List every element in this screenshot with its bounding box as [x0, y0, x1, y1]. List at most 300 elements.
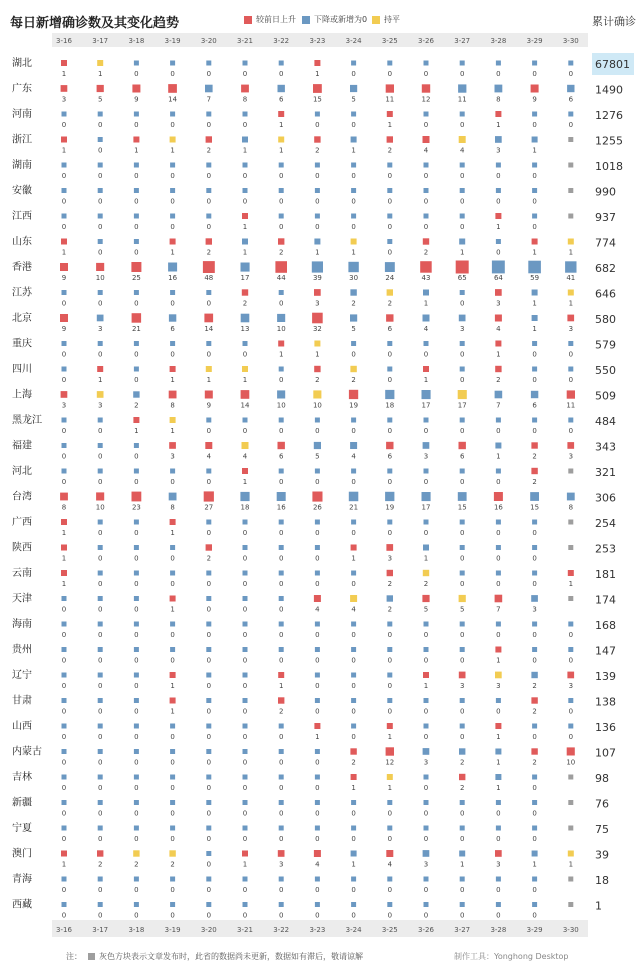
- cell-value-label: 0: [134, 733, 139, 741]
- cell-value-label: 0: [61, 121, 67, 129]
- cell-value-label: 19: [385, 503, 395, 512]
- heat-cell: [424, 61, 429, 66]
- heat-cell: [496, 239, 501, 244]
- cell-value-label: 1: [242, 223, 248, 231]
- heat-cell: [98, 239, 103, 244]
- heat-cell: [496, 800, 501, 805]
- heat-cell: [531, 85, 539, 93]
- cell-value-label: 21: [131, 325, 141, 333]
- cell-value-label: 1: [351, 860, 356, 869]
- heat-cell: [387, 341, 392, 346]
- heat-cell: [567, 315, 574, 322]
- total-value: 107: [595, 746, 616, 760]
- heat-cell: [206, 775, 211, 780]
- heat-cell: [61, 391, 68, 398]
- heat-cell: [531, 391, 538, 398]
- cell-value-label: 0: [242, 886, 248, 894]
- heat-cell: [134, 596, 139, 601]
- heat-cell: [387, 673, 392, 678]
- heat-cell: [387, 902, 392, 907]
- heat-cell: [351, 188, 356, 193]
- heat-cell: [568, 826, 573, 831]
- heat-cell: [277, 492, 286, 501]
- heat-cell: [132, 492, 142, 502]
- heat-cell: [351, 826, 356, 831]
- cell-value-label: 1: [278, 121, 284, 129]
- cell-value-label: 0: [206, 886, 212, 894]
- heat-cell: [568, 851, 574, 857]
- heat-cell: [315, 902, 320, 907]
- heat-cell: [206, 238, 212, 244]
- cell-value-label: 0: [134, 682, 139, 690]
- cell-value-label: 0: [532, 350, 537, 359]
- heat-cell: [134, 902, 139, 907]
- heat-cell: [387, 367, 392, 372]
- heat-cell: [531, 468, 537, 474]
- heat-cell: [460, 647, 465, 652]
- heat-cell: [134, 545, 139, 550]
- cell-value-label: 19: [349, 401, 359, 410]
- cell-value-label: 0: [242, 605, 248, 614]
- cell-value-label: 1: [97, 376, 103, 384]
- heat-cell: [279, 877, 284, 882]
- cell-value-label: 2: [351, 299, 356, 308]
- heat-cell: [424, 341, 429, 346]
- cell-value-label: 0: [134, 529, 139, 537]
- heat-cell: [170, 749, 175, 754]
- cell-value-label: 3: [568, 682, 574, 690]
- heat-cell: [206, 366, 212, 372]
- heat-cell: [243, 545, 248, 550]
- cell-value-label: 0: [351, 172, 356, 180]
- total-value: 139: [595, 670, 616, 683]
- heat-cell: [459, 442, 466, 449]
- cell-value-label: 0: [134, 886, 139, 894]
- cell-value-label: 0: [351, 835, 356, 843]
- cell-value-label: 0: [387, 809, 393, 818]
- heat-cell: [242, 468, 248, 474]
- heat-cell: [134, 163, 139, 168]
- cell-value-label: 0: [387, 70, 393, 78]
- cell-value-label: 1: [170, 248, 175, 257]
- heat-cell: [349, 390, 358, 399]
- heat-cell: [351, 214, 356, 219]
- heat-cell: [567, 442, 574, 449]
- heat-cell: [134, 290, 139, 295]
- cell-value-label: 0: [315, 835, 320, 843]
- cell-value-label: 1: [170, 376, 175, 384]
- cell-value-label: 0: [459, 427, 465, 435]
- cell-value-label: 0: [134, 835, 139, 843]
- heat-cell: [170, 112, 175, 117]
- cell-value-label: 4: [459, 146, 465, 155]
- heat-cell: [206, 851, 211, 856]
- heat-cell: [62, 647, 67, 652]
- total-value: 18: [595, 874, 609, 887]
- cell-value-label: 0: [97, 452, 103, 461]
- heat-cell: [459, 672, 466, 679]
- heat-cell: [423, 748, 430, 755]
- cell-value-label: 2: [170, 860, 175, 869]
- date-tick-bottom: 3-25: [381, 926, 398, 934]
- cell-value-label: 0: [206, 758, 212, 767]
- cell-value-label: 0: [351, 733, 356, 741]
- cell-value-label: 0: [278, 376, 284, 384]
- heat-cell: [243, 341, 248, 346]
- heat-cell: [532, 877, 537, 882]
- cell-value-label: 2: [278, 248, 284, 257]
- heat-cell: [496, 469, 501, 474]
- cell-value-label: 0: [242, 682, 248, 690]
- cell-value-label: 0: [97, 656, 103, 665]
- total-value: 168: [595, 619, 616, 632]
- heat-cell: [315, 571, 320, 576]
- cell-value-label: 1: [496, 784, 501, 792]
- heat-cell: [495, 723, 501, 729]
- heat-cell: [206, 520, 211, 525]
- cell-value-label: 0: [206, 835, 212, 843]
- heat-cell: [168, 84, 177, 93]
- cell-value-label: 0: [170, 784, 175, 792]
- heat-cell: [351, 877, 356, 882]
- cell-value-label: 0: [61, 733, 67, 741]
- cell-value-label: 1: [496, 223, 501, 231]
- cell-value-label: 0: [242, 70, 248, 78]
- heat-cell: [424, 698, 429, 703]
- province-label: 江苏: [12, 287, 32, 299]
- cell-value-label: 0: [134, 809, 139, 818]
- cell-value-label: 0: [242, 784, 248, 792]
- cell-value-label: 0: [97, 146, 103, 155]
- cell-value-label: 9: [61, 325, 67, 333]
- cell-value-label: 2: [242, 299, 248, 308]
- heat-cell: [315, 418, 320, 423]
- cell-value-label: 27: [204, 503, 214, 512]
- cell-value-label: 0: [61, 682, 67, 690]
- cell-value-label: 4: [315, 605, 320, 614]
- cell-value-label: 0: [278, 197, 284, 206]
- cell-value-label: 0: [170, 886, 175, 894]
- heat-cell: [460, 826, 465, 831]
- province-label: 台湾: [12, 491, 32, 503]
- cell-value-label: 0: [170, 809, 175, 818]
- cell-value-label: 0: [568, 631, 574, 639]
- cell-value-label: 0: [423, 350, 429, 359]
- cell-value-label: 0: [206, 733, 212, 741]
- heat-cell: [387, 111, 393, 117]
- heat-cell: [458, 492, 467, 501]
- cell-value-label: 44: [276, 274, 286, 282]
- heat-cell: [203, 261, 215, 273]
- cell-value-label: 2: [206, 554, 212, 563]
- date-tick-top: 3-29: [526, 37, 543, 45]
- cell-value-label: 1: [496, 733, 501, 741]
- heat-cell: [170, 571, 175, 576]
- heat-cell: [532, 290, 538, 296]
- cell-value-label: 2: [532, 707, 537, 716]
- heat-cell: [423, 315, 430, 322]
- heat-cell: [495, 366, 501, 372]
- cell-value-label: 4: [315, 860, 320, 869]
- cell-value-label: 2: [387, 146, 393, 155]
- cell-value-label: 2: [496, 376, 501, 384]
- cell-value-label: 0: [315, 682, 320, 690]
- cell-value-label: 0: [496, 529, 501, 537]
- date-tick-bottom: 3-18: [128, 926, 145, 934]
- heat-cell: [133, 417, 139, 423]
- heat-cell: [350, 595, 357, 602]
- cell-value-label: 0: [423, 733, 429, 741]
- province-label: 福建: [12, 440, 32, 452]
- heat-cell: [243, 902, 248, 907]
- heat-cell: [495, 595, 503, 603]
- heat-cell: [243, 418, 248, 423]
- heat-cell: [528, 261, 541, 274]
- heat-cell: [568, 239, 574, 245]
- total-value: 550: [595, 364, 616, 377]
- cell-value-label: 6: [387, 325, 393, 333]
- cell-value-label: 0: [351, 197, 356, 206]
- heat-cell: [134, 520, 139, 525]
- province-label: 山西: [12, 721, 32, 732]
- heat-cell: [169, 442, 176, 449]
- heat-cell: [422, 84, 430, 92]
- cell-value-label: 0: [242, 427, 248, 435]
- heat-cell: [387, 826, 392, 831]
- cell-value-label: 0: [496, 248, 501, 257]
- heat-cell: [62, 188, 67, 193]
- cell-value-label: 0: [459, 580, 465, 588]
- heat-cell: [351, 545, 357, 551]
- cell-value-label: 0: [532, 554, 537, 563]
- heat-cell: [351, 341, 356, 346]
- cell-value-label: 0: [242, 172, 248, 180]
- heat-cell: [460, 877, 465, 882]
- cell-value-label: 1: [423, 554, 429, 563]
- heat-cell: [351, 647, 356, 652]
- heat-cell: [532, 137, 538, 143]
- cell-value-label: 3: [423, 758, 429, 767]
- cell-value-label: 3: [568, 452, 574, 461]
- cell-value-label: 14: [168, 95, 178, 104]
- heat-cell: [134, 214, 139, 219]
- cell-value-label: 0: [423, 529, 429, 537]
- heat-cell: [351, 851, 357, 857]
- heat-cell: [568, 214, 573, 219]
- heat-cell: [349, 492, 359, 502]
- cell-value-label: 0: [170, 299, 175, 308]
- heat-cell: [206, 673, 211, 678]
- cell-value-label: 0: [459, 299, 465, 308]
- cell-value-label: 1: [134, 427, 139, 435]
- heat-cell: [386, 747, 394, 755]
- heat-cell: [495, 111, 501, 117]
- cell-value-label: 0: [134, 656, 139, 665]
- cell-value-label: 0: [206, 631, 212, 639]
- heat-cell: [460, 61, 465, 66]
- cell-value-label: 0: [61, 605, 67, 614]
- heat-cell: [206, 112, 211, 117]
- heat-cell: [98, 647, 103, 652]
- heat-cell: [315, 622, 320, 627]
- cell-value-label: 0: [315, 121, 320, 129]
- heat-cell: [243, 647, 248, 652]
- cell-value-label: 10: [95, 274, 105, 282]
- heat-cell: [423, 850, 430, 857]
- province-label: 北京: [12, 313, 32, 324]
- province-label: 辽宁: [12, 670, 32, 681]
- legend-rise-label: 较前日上升: [256, 15, 296, 24]
- heat-cell: [387, 647, 392, 652]
- cell-value-label: 0: [532, 911, 537, 920]
- cell-value-label: 3: [387, 554, 393, 563]
- heat-cell: [532, 367, 537, 372]
- cell-value-label: 0: [351, 631, 356, 639]
- cell-value-label: 14: [240, 401, 250, 410]
- heat-cell: [170, 417, 176, 423]
- heat-cell: [315, 545, 320, 550]
- heat-cell: [61, 570, 67, 576]
- footnote: [66, 951, 363, 962]
- heat-cell: [312, 261, 323, 272]
- cell-value-label: 0: [278, 886, 284, 894]
- heat-cell: [278, 697, 284, 703]
- cell-value-label: 0: [387, 656, 393, 665]
- heat-cell: [169, 493, 177, 501]
- province-label: 黑龙江: [12, 415, 42, 426]
- heat-cell: [62, 443, 67, 448]
- heat-cell: [460, 214, 465, 219]
- cell-value-label: 0: [61, 478, 67, 486]
- cell-value-label: 0: [170, 631, 175, 639]
- heat-cell: [134, 622, 139, 627]
- cell-value-label: 0: [315, 707, 320, 716]
- cell-value-label: 1: [134, 146, 139, 155]
- cell-value-label: 6: [278, 95, 284, 104]
- total-value: 321: [595, 466, 616, 479]
- heat-cell: [98, 545, 103, 550]
- heat-cell: [98, 698, 103, 703]
- cell-value-label: 4: [351, 605, 356, 614]
- cell-value-label: 0: [459, 529, 465, 537]
- heat-cell: [424, 647, 429, 652]
- heat-cell: [532, 826, 537, 831]
- cell-value-label: 0: [170, 733, 175, 741]
- heat-cell: [61, 851, 67, 857]
- cell-value-label: 0: [206, 197, 212, 206]
- footnote-prefix: 注：: [66, 952, 82, 961]
- cell-value-label: 30: [349, 274, 359, 282]
- cell-value-label: 0: [568, 70, 574, 78]
- heat-cell: [424, 622, 429, 627]
- cell-value-label: 0: [97, 784, 103, 792]
- heat-cell: [351, 902, 356, 907]
- cell-value-label: 0: [315, 784, 320, 792]
- heat-cell: [98, 341, 103, 346]
- heat-cell: [568, 163, 573, 168]
- heat-cell: [98, 673, 103, 678]
- total-value: 174: [595, 593, 616, 607]
- heat-cell: [206, 596, 211, 601]
- cell-value-label: 12: [385, 758, 395, 767]
- heat-cell: [315, 673, 320, 678]
- heat-cell: [315, 112, 320, 117]
- heat-cell: [98, 775, 103, 780]
- province-label: 青海: [12, 874, 32, 885]
- cell-value-label: 0: [423, 707, 429, 716]
- cell-value-label: 2: [387, 605, 393, 614]
- heat-cell: [240, 492, 249, 501]
- heat-cell: [170, 877, 175, 882]
- heat-cell: [134, 367, 139, 372]
- heat-cell: [532, 545, 537, 550]
- cell-value-label: 1: [315, 350, 320, 359]
- cell-value-label: 0: [278, 631, 284, 639]
- heat-cell: [279, 520, 284, 525]
- heat-cell: [458, 390, 467, 399]
- cell-value-label: 1: [423, 682, 429, 690]
- cell-value-label: 1: [61, 554, 67, 563]
- heat-cell: [134, 443, 139, 448]
- heat-cell: [460, 698, 465, 703]
- heat-cell: [459, 851, 465, 857]
- heat-cell: [279, 647, 284, 652]
- heat-cell: [532, 647, 537, 652]
- total-value: 138: [595, 695, 616, 709]
- province-label: 湖北: [12, 58, 32, 69]
- cell-value-label: 0: [351, 911, 356, 920]
- cell-value-label: 0: [568, 121, 574, 129]
- heat-cell: [279, 290, 284, 295]
- total-value: 306: [595, 491, 616, 505]
- province-label: 宁夏: [12, 823, 32, 834]
- heat-cell: [241, 314, 250, 323]
- heat-cell: [350, 748, 356, 754]
- cell-value-label: 0: [97, 911, 103, 920]
- heat-cell: [460, 520, 465, 525]
- cell-value-label: 39: [312, 274, 322, 282]
- heat-cell: [351, 112, 356, 117]
- heat-cell: [387, 595, 393, 601]
- heat-cell: [386, 442, 393, 449]
- heat-cell: [568, 367, 573, 372]
- heat-cell: [351, 520, 356, 525]
- cell-value-label: 0: [206, 529, 212, 537]
- heat-cell: [312, 492, 322, 502]
- heat-cell: [242, 851, 248, 857]
- heat-cell: [170, 800, 175, 805]
- heat-cell: [278, 341, 284, 347]
- cell-value-label: 0: [387, 835, 393, 843]
- date-tick-top: 3-22: [273, 37, 290, 45]
- cell-value-label: 0: [242, 631, 248, 639]
- province-label: 甘肃: [12, 695, 32, 707]
- date-tick-bottom: 3-16: [56, 926, 72, 934]
- cell-value-label: 1: [351, 554, 356, 563]
- cell-value-label: 0: [61, 656, 67, 665]
- cell-value-label: 0: [532, 784, 537, 792]
- province-label: 安徽: [12, 185, 32, 197]
- heat-cell: [422, 595, 429, 602]
- cell-value-label: 24: [385, 274, 395, 282]
- heat-cell: [385, 492, 394, 501]
- cell-value-label: 8: [170, 503, 175, 512]
- cell-value-label: 5: [351, 95, 356, 104]
- heat-cell: [495, 850, 502, 857]
- heat-cell: [456, 261, 469, 274]
- cell-value-label: 0: [351, 809, 356, 818]
- total-value: 774: [595, 236, 616, 250]
